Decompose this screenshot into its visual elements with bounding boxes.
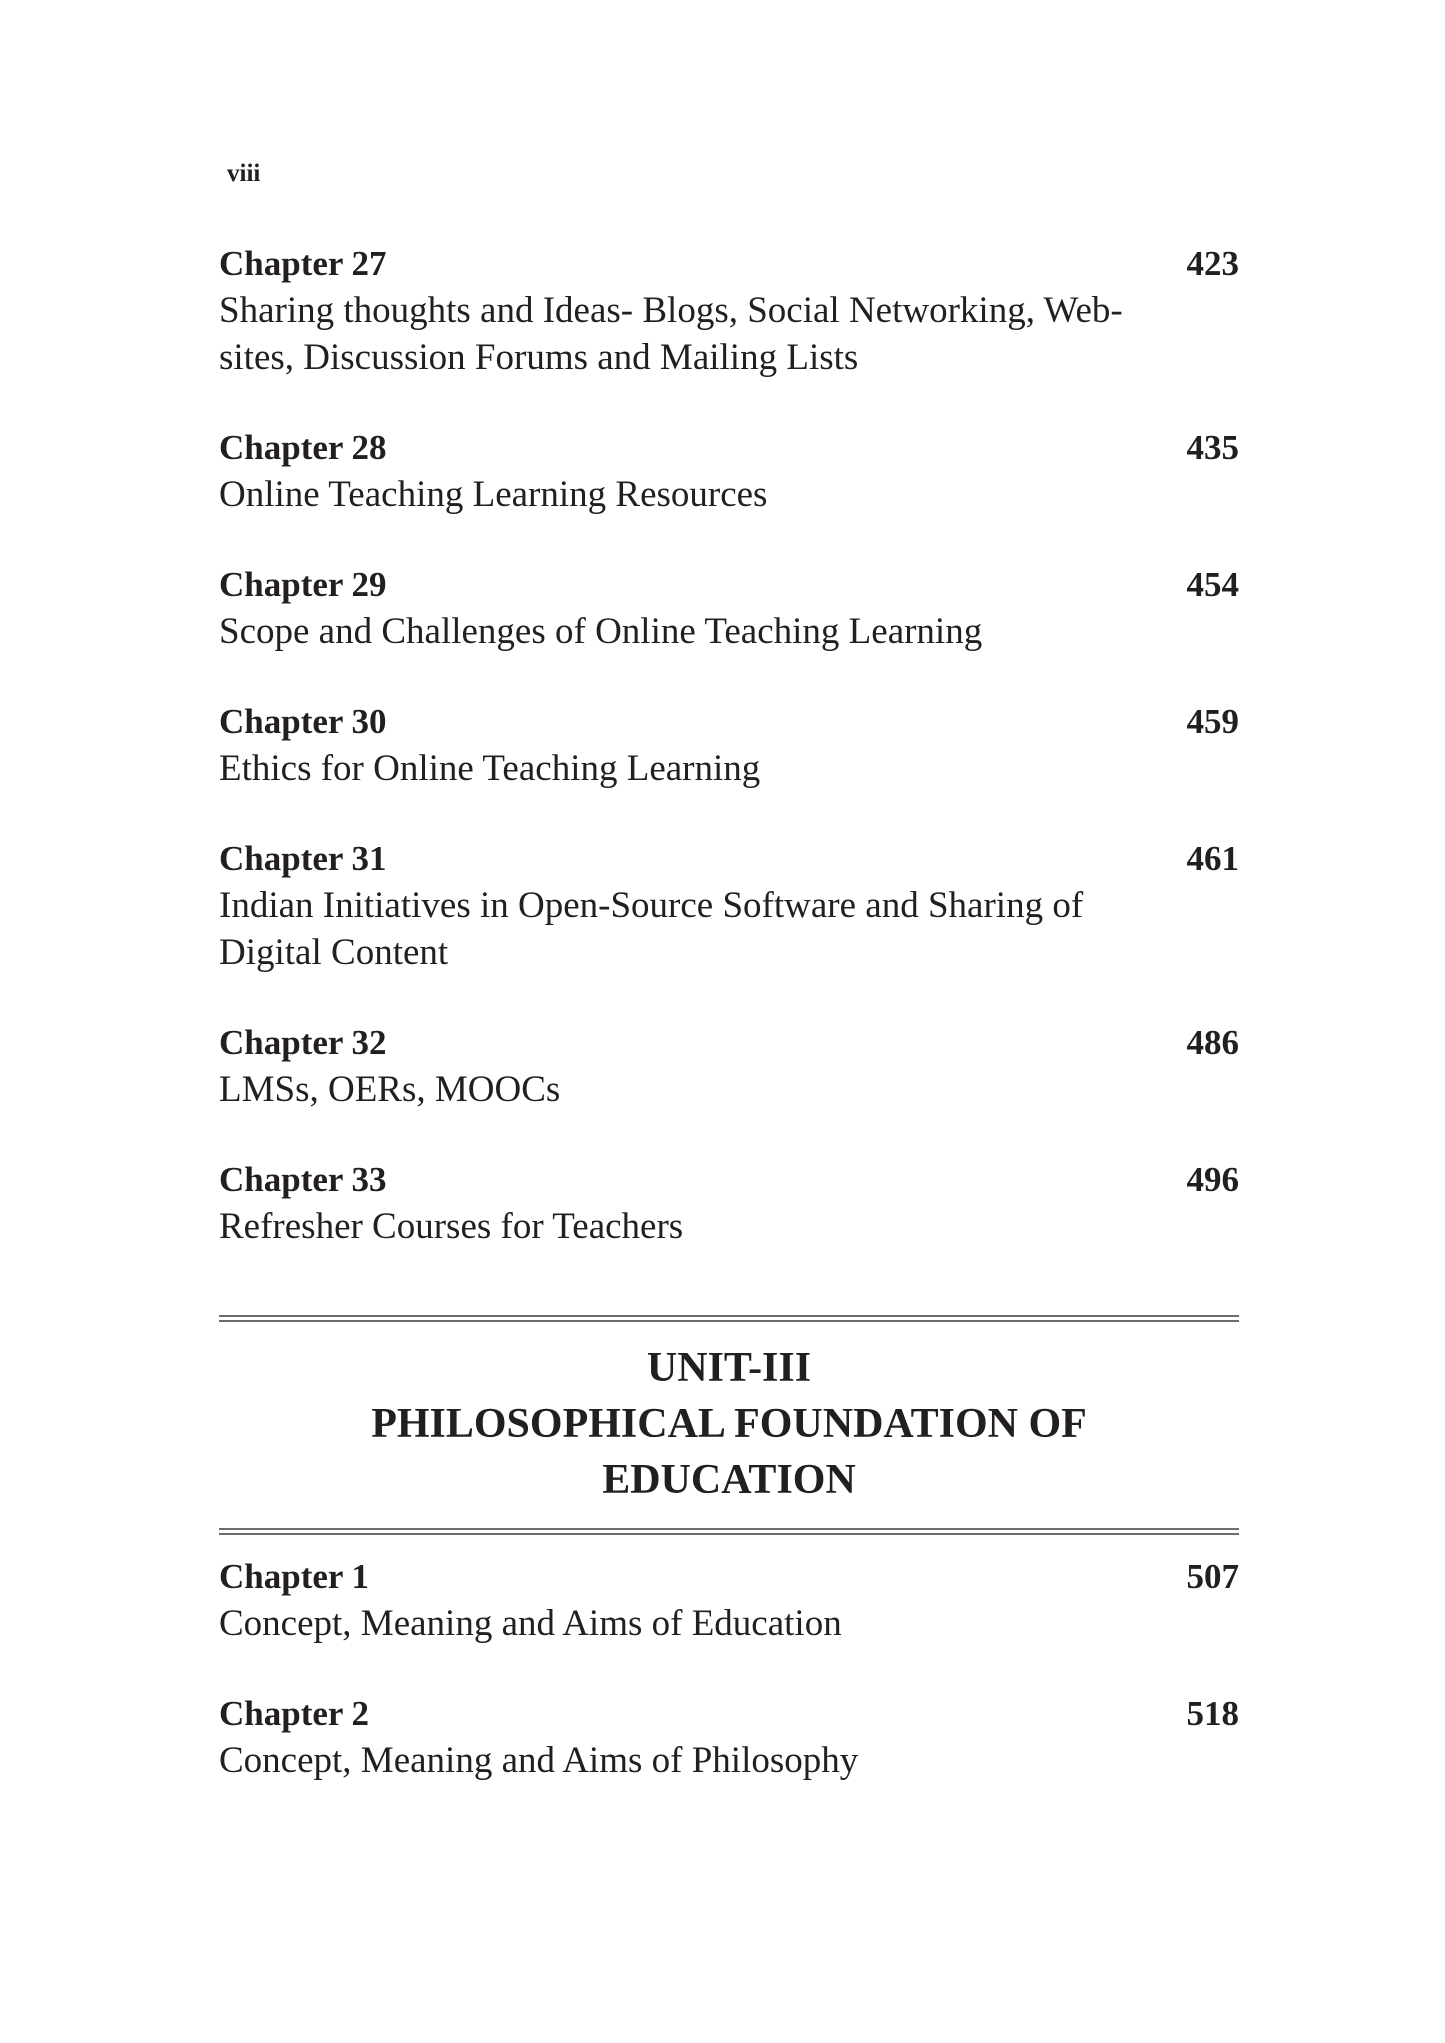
toc-entry-header (219, 424, 1239, 471)
chapter-title (219, 287, 1189, 381)
chapter-title (219, 1600, 1189, 1647)
chapter-title (219, 1737, 1189, 1784)
chapter-title-line: Digital Content (219, 932, 449, 973)
double-rule-bottom (219, 1528, 1239, 1535)
unit-heading (219, 1340, 1239, 1508)
chapter-title-line: Concept, Meaning and Aims of Education (219, 1603, 842, 1644)
chapter-label: Chapter 32 (219, 1023, 387, 1062)
chapter-title-line: Sharing thoughts and Ideas- Blogs, Social Networking, Web- (219, 290, 1123, 331)
chapter-title-line: Ethics for Online Teaching Learning (219, 748, 761, 789)
chapter-page: 518 (1186, 1694, 1239, 1733)
chapter-label: Chapter 29 (219, 565, 387, 604)
chapter-title-line: sites, Discussion Forums and Mailing Lists (219, 337, 859, 378)
page-number: viii (227, 160, 261, 187)
chapter-page: 423 (1186, 244, 1239, 283)
chapter-title (219, 1066, 1189, 1113)
toc-list-unit-iii (219, 1553, 1239, 1827)
toc-entry[interactable] (219, 240, 1239, 381)
toc-entry[interactable] (219, 698, 1239, 792)
chapter-page: 461 (1186, 839, 1239, 878)
chapter-title-line: Refresher Courses for Teachers (219, 1206, 684, 1247)
chapter-title (219, 745, 1189, 792)
chapter-title-line: Scope and Challenges of Online Teaching Learning (219, 611, 983, 652)
unit-heading-line: PHILOSOPHICAL FOUNDATION OF (371, 1401, 1087, 1447)
chapter-title-line: Indian Initiatives in Open-Source Software and Sharing of (219, 885, 1084, 926)
toc-entry-header (219, 240, 1239, 287)
chapter-page: 454 (1186, 565, 1239, 604)
chapter-label: Chapter 33 (219, 1160, 387, 1199)
toc-entry[interactable] (219, 1156, 1239, 1250)
unit-heading-line: UNIT-III (646, 1345, 812, 1391)
chapter-label: Chapter 1 (219, 1557, 370, 1596)
toc-entry[interactable] (219, 424, 1239, 518)
chapter-title-line: Online Teaching Learning Resources (219, 474, 768, 515)
chapter-title (219, 1203, 1189, 1250)
toc-entry-header (219, 1553, 1239, 1600)
chapter-page: 496 (1186, 1160, 1239, 1199)
toc-entry[interactable] (219, 561, 1239, 655)
toc-entry[interactable] (219, 1553, 1239, 1647)
chapter-title (219, 471, 1189, 518)
chapter-page: 459 (1186, 702, 1239, 741)
chapter-title (219, 608, 1189, 655)
chapter-title-line: LMSs, OERs, MOOCs (219, 1069, 561, 1110)
chapter-label: Chapter 27 (219, 244, 387, 283)
toc-list-unit-ii (219, 240, 1239, 1293)
chapter-title (219, 882, 1189, 976)
unit-heading-line: EDUCATION (602, 1457, 856, 1503)
toc-entry-header (219, 1019, 1239, 1066)
toc-entry-header (219, 1156, 1239, 1203)
chapter-label: Chapter 28 (219, 428, 387, 467)
toc-entry-header (219, 698, 1239, 745)
toc-entry-header (219, 1690, 1239, 1737)
chapter-label: Chapter 31 (219, 839, 387, 878)
toc-entry-header (219, 561, 1239, 608)
toc-entry[interactable] (219, 1019, 1239, 1113)
toc-entry[interactable] (219, 1690, 1239, 1784)
chapter-label: Chapter 2 (219, 1694, 370, 1733)
toc-entry-header (219, 835, 1239, 882)
double-rule-top (219, 1315, 1239, 1322)
chapter-page: 507 (1186, 1557, 1239, 1596)
chapter-page: 435 (1186, 428, 1239, 467)
chapter-label: Chapter 30 (219, 702, 387, 741)
chapter-page: 486 (1186, 1023, 1239, 1062)
toc-entry[interactable] (219, 835, 1239, 976)
chapter-title-line: Concept, Meaning and Aims of Philosophy (219, 1740, 859, 1781)
